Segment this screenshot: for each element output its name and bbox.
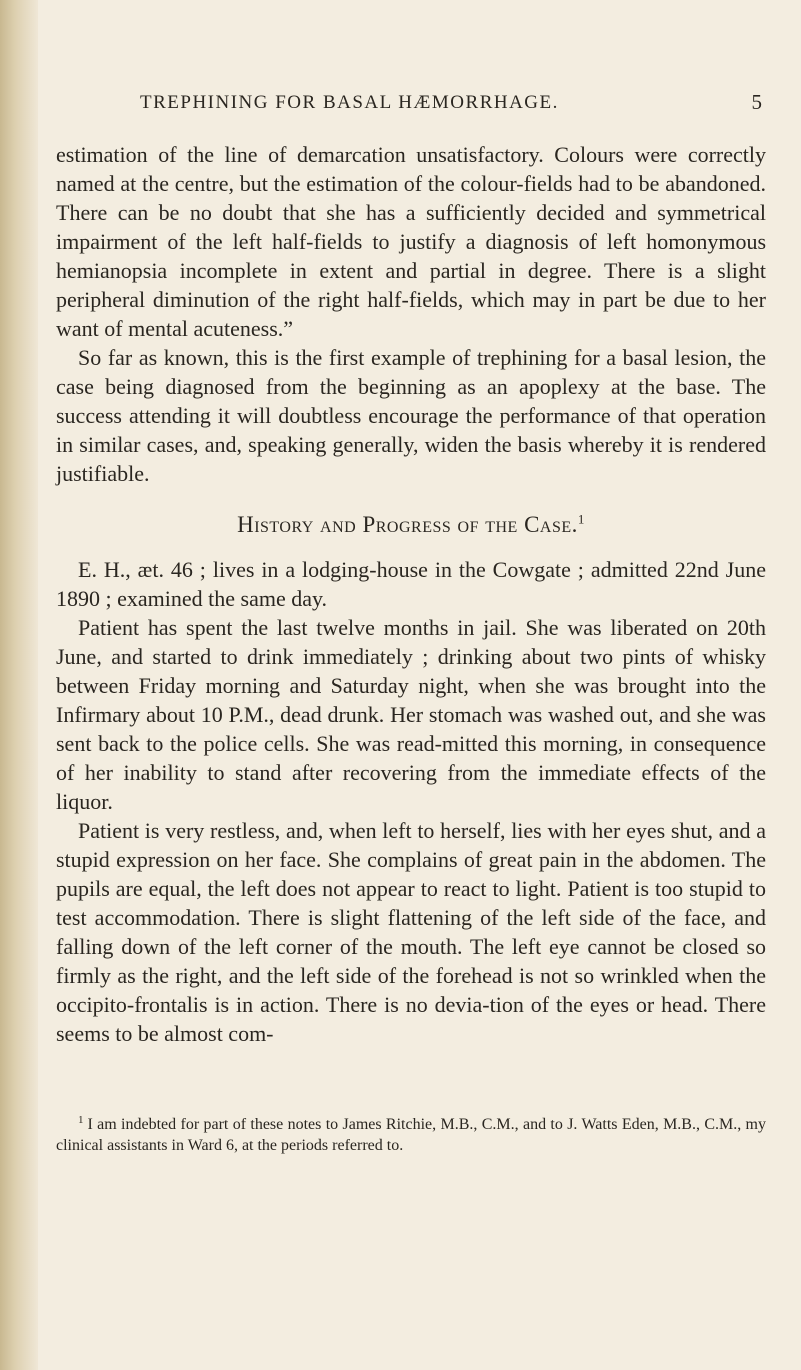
- footnote-mark: 1: [78, 1113, 84, 1126]
- page-edge-shadow: [0, 0, 38, 1370]
- case-paragraph: Patient is very restless, and, when left to herself, lies with her eyes shut, and a stupid expression on her face. She complains of great pain in the abdomen. The pupils are equal, the left does not appear to react to light. Patient is too stupid to test accommodation. There is slight flattening of the left side of the face, and falling down of the left corner of the mouth. The left eye cannot be closed so firmly as the right, and the left side of the forehead is not so wrinkled when the occipito-frontalis is in action. There is no devia-tion of the eyes or head. There seems to be almost com-: [56, 818, 766, 1046]
- running-title: TREPHINING FOR BASAL HÆMORRHAGE.: [140, 92, 559, 113]
- book-page: [56, 0, 766, 1370]
- footnote: [56, 1114, 766, 1156]
- footnotes: [56, 1114, 766, 1156]
- footnote-reference: 1: [577, 511, 585, 527]
- body-text: [56, 140, 766, 1048]
- paragraph: So far as known, this is the first example of trephining for a basal lesion, the case being diagnosed from the beginning as an apoplexy at the base. The success attending it will doubtless encourage the performance of that operation in similar cases, and, speaking generally, widen the basis whereby it is rendered justifiable.: [56, 345, 766, 486]
- footnote-text: I am indebted for part of these notes to James Ritchie, M.B., C.M., and to J. Watts Eden, M.B., C.M., my clinical assistants in Ward 6, at the periods referred to.: [56, 1116, 766, 1154]
- case-paragraph: E. H., æt. 46 ; lives in a lodging-house in the Cowgate ; admitted 22nd June 1890 ; examined the same day.: [56, 557, 766, 611]
- section-heading: [56, 510, 766, 539]
- paragraph-continued: estimation of the line of demarcation unsatisfactory. Colours were correctly named at the centre, but the estimation of the colour-fields had to be abandoned. There can be no doubt that she has a sufficiently decided and symmetrical impairment of the left half-fields to justify a diagnosis of left homonymous hemianopsia incomplete in extent and partial in degree. There is a slight peripheral diminution of the right half-fields, which may in part be due to her want of mental acuteness.”: [56, 142, 766, 341]
- page-number: 5: [751, 90, 762, 114]
- case-paragraph: Patient has spent the last twelve months in jail. She was liberated on 20th June, and started to drink immediately ; drinking about two pints of whisky between Friday morning and Saturday night, when she was brought into the Infirmary about 10 P.M., dead drunk. Her stomach was washed out, and she was sent back to the police cells. She was read-mitted this morning, in consequence of her inability to stand after recovering from the immediate effects of the liquor.: [56, 615, 766, 814]
- running-head: [56, 92, 766, 118]
- section-heading-text: History and Progress of the Case.: [237, 512, 578, 537]
